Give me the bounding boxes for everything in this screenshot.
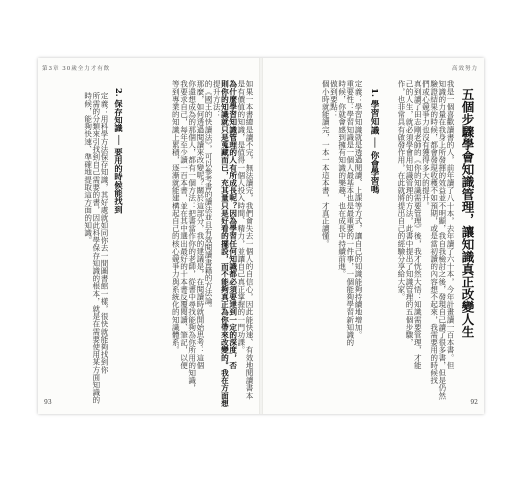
text-column: 的《國王的快讀法》，可以參考書的讀法並且有效閱讀書籍的方法論。 <box>204 80 214 312</box>
text-column: 己的人生，就必須學會用知識管理的方法，此書中提出了知識管理的五個步驟， <box>405 80 415 346</box>
text-column: 作，也非常具有啟發作用，在此就將提出自己的經驗分享給大家。 <box>396 80 406 301</box>
text-column: 是有價值的知識，是值得一個人投入時間、精力，並讓自己真正掌握的一門功課。 <box>236 80 246 354</box>
section-2-heading: 2. 保存知識 ── 要用的時候能找到 <box>114 88 124 214</box>
text-column: 做到要點： <box>329 80 339 118</box>
text-column: 個小時就能讀完，一本一本這本書，才真正讀懂。 <box>321 80 331 248</box>
text-column: 則你的知識就只是蒐藏而已，充其量只是好看的擺設，而不能夠真正為你帶來改變的。我在方面想 <box>220 80 230 407</box>
left-page <box>38 58 261 414</box>
page-title: 五個步驟學會知識管理，讓知識真正改變人生 <box>460 88 475 338</box>
text-column: 重要性：學習知識是一個人最基本也是最重要的一件事，一個能夠學習新知識的 <box>345 80 355 346</box>
right-intro-text <box>390 80 455 400</box>
text-column: 你還想成為的那個人，都有一個方法：把書當作你的老師，從書中尋找能夠為你所用的知識， <box>187 80 197 392</box>
right-page-header: 高效努力 <box>451 66 478 72</box>
text-column: 定義：學習知識就是透過閱讀、上課等方式，讓自己的知識能夠持續地增加。 <box>354 80 363 339</box>
right-page <box>261 58 484 414</box>
text-column: 為什麼學習知識管理的人有所成長呢？因為學習任何知識都必須要達到一定的深度，否 <box>228 80 238 369</box>
section-2-body <box>66 92 109 404</box>
text-column: 等到專業的知識上累積，逐漸就能建構起自己的核心競爭力與系統化的知識體系。 <box>171 80 181 354</box>
left-page-number: 93 <box>44 399 52 406</box>
text-column: 驗證結果的時候，都會發現收穫不如預期，或是當初讀的內容想不起來，我需要用的時候找 <box>429 80 439 384</box>
text-column: 知識的力量在我身上所發揮的效益並不明顯，我自我檢討之後，發現自己讀了很多書，但是仍然 <box>437 80 447 400</box>
right-page-number: 92 <box>470 399 478 406</box>
text-column: 如果一本書總是讀不完，無法讀完，我們會失去一個人的自信心，因此能快速、有效地閱讀書本 <box>245 80 254 400</box>
text-column: 那麼，如何透過閱讀來改變呢？關於這部分，我的建議是，在閱讀時就開始思考：這個 <box>195 80 205 369</box>
section-1-heading: 1. 學習知識 ── 你會學習嗎 <box>369 88 379 194</box>
text-column: 我要求自己，每年至少讀一百本書，並在其中選出最好的十本書反覆閱讀、筆記，以便 <box>179 80 189 369</box>
text-column: 們或心競爭力也沒有獲得多大的提升。 <box>421 80 431 210</box>
book-spread <box>38 58 484 414</box>
text-column: 提升方法： <box>212 80 222 118</box>
text-column: 時候，能夠快速、準確地提取這方面的知識。 <box>83 92 93 244</box>
left-body-text <box>129 80 254 407</box>
text-column: 所需的分類來引找到自己需要的書，因此科學保存知識的根本，就是在需要使用某方面知識的 <box>91 92 101 404</box>
text-column: 真到讀了田志剛老師的《你的知識需要管理》後，我才恍然大悟：知識需要管理，才能 <box>413 80 423 369</box>
section-1-body <box>302 80 363 346</box>
text-column: 我是一個喜歡讀書的人，前年讀了八十本，去年讀了六十本，今年計畫讀一百本書。但 <box>446 80 455 369</box>
text-column: 定義：用科學方法保存知識，其好處就如同你去一間圖書館一樣，很快就能夠找到你 <box>100 92 109 374</box>
left-page-header: 第3章 30歲全力才有飲 <box>42 66 111 72</box>
text-column: 時候，你就會感到擁有知識的樂趣，也在成長中持續前進。 <box>337 80 347 278</box>
